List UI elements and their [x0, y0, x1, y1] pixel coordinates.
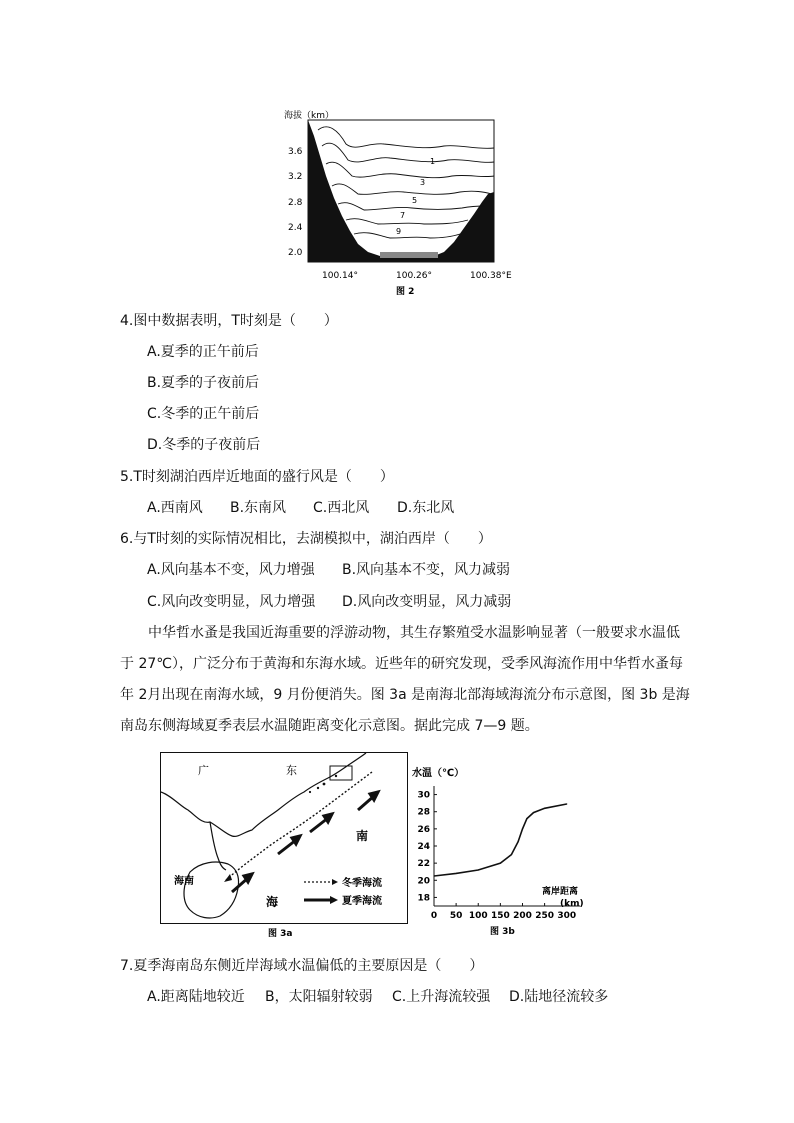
question-7-stem: 7.夏季海南岛东侧近岸海域水温偏低的主要原因是（ ） [120, 958, 484, 974]
temperature-data-point [544, 808, 545, 809]
question-6-option-a[interactable]: A.风向基本不变，风力增强 [147, 562, 315, 578]
question-4-stem: 4.图中数据表明，T时刻是（ ） [120, 313, 338, 329]
contour-label: 7 [400, 211, 406, 220]
contour-line [346, 219, 468, 224]
contour-line [332, 184, 492, 195]
contour-line [318, 127, 494, 149]
x-tick: 100.14° [322, 271, 358, 281]
y-tick: 3.2 [288, 172, 303, 182]
x-tick-label: 250 [535, 911, 555, 921]
y-tick-label: 30 [417, 790, 430, 801]
y-tick: 2.8 [288, 198, 303, 208]
passage-line: 于 27℃），广泛分布于黄海和东海水域。近些年的研究发现，受季风海流作用中华哲水蚤每 [120, 656, 683, 672]
legend-summer-label: 夏季海流 [342, 896, 382, 907]
label-hainan: 海南 [174, 876, 194, 887]
temperature-data-point [566, 803, 567, 804]
y-tick-label: 18 [417, 893, 430, 904]
y-tick-label: 24 [417, 842, 430, 852]
y-tick-label: 20 [417, 876, 430, 887]
question-4-option-a[interactable]: A.夏季的正午前后 [147, 344, 259, 360]
x-tick: 100.38°E [470, 271, 512, 281]
island-dot [323, 783, 326, 786]
label-hai: 海 [266, 895, 279, 909]
legend-winter-label: 冬季海流 [342, 878, 382, 889]
figure-3a-caption: 图 3a [268, 929, 293, 938]
passage-line: 年 2月出现在南海水域，9 月份便消失。图 3a 是南海北部海域海流分布示意图，图 3b 是海 [120, 687, 690, 703]
temperature-data-point [500, 863, 501, 864]
lake-label: 湖 [396, 243, 404, 252]
x-tick-label: 50 [449, 911, 463, 921]
question-7-option-d[interactable]: D.陆地径流较多 [509, 989, 609, 1005]
lake-strip [380, 252, 438, 258]
contour-label: 3 [420, 178, 426, 187]
question-5-option-b[interactable]: B.东南风 [230, 500, 287, 516]
contour-label: 5 [412, 196, 418, 205]
figure-2-cross-section [284, 106, 524, 296]
chart-xlabel-unit: (km) [560, 899, 584, 909]
passage-line: 中华哲水蚤是我国近海重要的浮游动物，其生存繁殖受水温影响显著（一般要求水温低 [148, 625, 680, 641]
figure-3b-caption: 图 3b [490, 927, 515, 937]
contour-label: 1 [430, 157, 436, 166]
question-7-option-b[interactable]: B，太阳辐射较弱 [265, 989, 373, 1005]
question-5-option-d[interactable]: D.东北风 [397, 500, 455, 516]
contour-line [354, 233, 460, 238]
y-tick-label: 26 [417, 824, 430, 835]
label-nan: 南 [356, 829, 369, 843]
x-tick-label: 200 [513, 911, 532, 921]
x-tick-label: 150 [490, 911, 510, 921]
figure-2-caption: 图 2 [396, 287, 415, 296]
y-tick: 2.4 [288, 223, 303, 233]
x-tick-label: 300 [557, 911, 577, 921]
y-tick-label: 28 [417, 807, 430, 818]
figure-2-ylabel: 海拔（km） [284, 111, 334, 121]
passage-line: 南岛东侧海域夏季表层水温随距离变化示意图。据此完成 7—9 题。 [120, 718, 539, 734]
island-dot [309, 791, 311, 793]
temperature-data-point [526, 818, 527, 819]
label-dong: 东 [286, 764, 297, 777]
island-dot [317, 787, 319, 789]
question-7-option-a[interactable]: A.距离陆地较近 [147, 989, 245, 1005]
contour-line [322, 143, 494, 162]
x-tick: 100.26° [396, 271, 432, 281]
question-5-option-c[interactable]: C.西北风 [313, 500, 370, 516]
temperature-data-point [517, 841, 518, 842]
question-5-option-a[interactable]: A.西南风 [147, 500, 203, 516]
x-tick-label: 0 [430, 911, 438, 921]
y-tick: 2.0 [288, 248, 303, 258]
question-5-stem: 5.T时刻湖泊西岸近地面的盛行风是（ ） [120, 469, 394, 485]
y-tick: 3.6 [288, 147, 303, 157]
chart-xlabel: 离岸距离 [542, 887, 579, 897]
temperature-data-point [511, 854, 512, 855]
passage [120, 618, 690, 742]
island-dot [335, 775, 337, 777]
question-4-option-d[interactable]: D.冬季的子夜前后 [147, 437, 261, 453]
question-6-stem: 6.与T时刻的实际情况相比，去湖模拟中，湖泊西岸（ ） [120, 531, 492, 547]
contour-line [326, 162, 494, 178]
y-tick-label: 22 [417, 859, 430, 870]
question-6-option-d[interactable]: D.风向改变明显，风力减弱 [342, 594, 512, 610]
contour-label: 9 [396, 227, 402, 236]
question-4-option-b[interactable]: B.夏季的子夜前后 [147, 375, 260, 391]
figure-3a-current-map [160, 752, 408, 938]
question-7-option-c[interactable]: C.上升海流较强 [392, 989, 491, 1005]
figure-3b-temperature-chart [410, 762, 590, 938]
question-6-option-c[interactable]: C.风向改变明显，风力增强 [147, 594, 316, 610]
temperature-data-point [456, 873, 457, 874]
temperature-data-point [522, 828, 523, 829]
temperature-data-point [478, 869, 479, 870]
temperature-data-point [433, 875, 434, 876]
temperature-data-point [533, 812, 534, 813]
chart-ylabel: 水温（℃） [412, 768, 465, 779]
question-6-option-b[interactable]: B.风向基本不变，风力减弱 [342, 562, 511, 578]
x-tick-label: 100 [468, 911, 488, 921]
label-guang: 广 [198, 764, 209, 777]
question-4-option-c[interactable]: C.冬季的正午前后 [147, 406, 260, 422]
temperature-series-line [434, 804, 567, 876]
